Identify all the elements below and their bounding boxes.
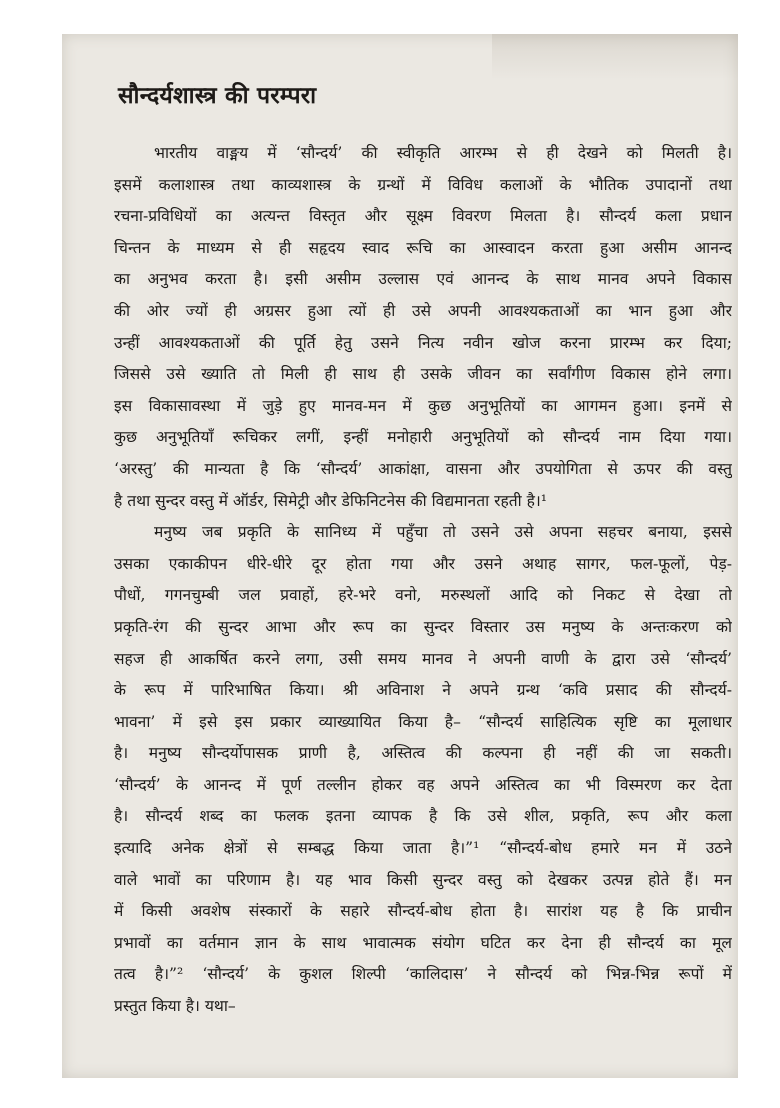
text-line: भावना’ में इसे इस प्रकार व्याख्यायित किया है– “सौन्दर्य साहित्यिक सृष्टि का मूलाधार [114, 712, 732, 731]
text-line: का अनुभव करता है। इसी असीम उल्लास एवं आनन्द के साथ मानव अपने विकास [114, 270, 732, 289]
text-line: तत्व है।”² ‘सौन्दर्य’ के कुशल शिल्पी ‘कालिदास’ ने सौन्दर्य को भिन्न-भिन्न रूपों में [114, 965, 732, 984]
book-page [62, 34, 738, 1078]
text-line: की ओर ज्यों ही अग्रसर हुआ त्यों ही उसे अपनी आवश्यकताओं का भान हुआ और [114, 301, 732, 320]
text-line: जिससे उसे ख्याति तो मिली ही साथ ही उसके जीवन का सर्वांगीण विकास होने लगा। [114, 365, 732, 384]
paragraph-1 [114, 138, 732, 517]
text-line: कुछ अनुभूतियाँ रूचिकर लगीं, इन्हीं मनोहारी अनुभूतियों को सौन्दर्य नाम दिया गया। [114, 428, 732, 447]
text-line: चिन्तन के माध्यम से ही सहृदय स्वाद रूचि का आस्वादन करता हुआ असीम आनन्द [114, 238, 732, 257]
text-line: रचना-प्रविधियों का अत्यन्त विस्तृत और सूक्ष्म विवरण मिलता है। सौन्दर्य कला प्रधान [114, 207, 732, 226]
text-line: उसका एकाकीपन धीरे-धीरे दूर होता गया और उसने अथाह सागर, फल-फूलों, पेड़- [114, 554, 732, 573]
text-line: इसमें कलाशास्त्र तथा काव्यशास्त्र के ग्रन्थों में विविध कलाओं के भौतिक उपादानों तथा [114, 175, 732, 194]
page-body [114, 138, 732, 1023]
text-line: इस विकासावस्था में जुड़े हुए मानव-मन में कुछ अनुभूतियों का आगमन हुआ। इनमें से [114, 396, 732, 415]
text-line: प्रकृति-रंग की सुन्दर आभा और रूप का सुन्दर विस्तार उस मनुष्य के अन्तःकरण को [114, 617, 732, 636]
text-line: प्रभावों का वर्तमान ज्ञान के साथ भावात्मक संयोग घटित कर देना ही सौन्दर्य का मूल [114, 933, 732, 952]
text-line: इत्यादि अनेक क्षेत्रों से सम्बद्ध किया जाता है।”¹ “सौन्दर्य-बोध हमारे मन में उठने [114, 839, 732, 858]
text-line: पौधों, गगनचुम्बी जल प्रवाहों, हरे-भरे वनो, मरुस्थलों आदि को निकट से देखा तो [114, 586, 732, 605]
text-line: है। मनुष्य सौन्दर्योपासक प्राणी है, अस्तित्व की कल्पना ही नहीं की जा सकती। [114, 744, 732, 763]
text-line: में किसी अवशेष संस्कारों के सहारे सौन्दर्य-बोध होता है। सारांश यह है कि प्राचीन [114, 902, 732, 921]
text-line: उन्हीं आवश्यकताओं की पूर्ति हेतु उसने नित्य नवीन खोज करना प्रारम्भ कर दिया; [114, 333, 732, 352]
text-line: भारतीय वाङ्मय में ‘सौन्दर्य’ की स्वीकृति आरम्भ से ही देखने को मिलती है। [154, 144, 732, 162]
text-line: है। सौन्दर्य शब्द का फलक इतना व्यापक है कि उसे शील, प्रकृति, रूप और कला [114, 807, 732, 826]
text-line: के रूप में पारिभाषित किया। श्री अविनाश ने अपने ग्रन्थ ‘कवि प्रसाद की सौन्दर्य- [114, 681, 732, 700]
text-line: प्रस्तुत किया है। यथा– [114, 997, 236, 1016]
text-line: ‘सौन्दर्य’ के आनन्द में पूर्ण तल्लीन होकर वह अपने अस्तित्व का भी विस्मरण कर देता [114, 775, 732, 794]
chapter-heading: सौन्दर्यशास्त्र की परम्परा [118, 82, 317, 109]
text-line: है तथा सुन्दर वस्तु में ऑर्डर, सिमेट्री और डेफिनिटनेस की विद्यमानता रहती है।¹ [114, 491, 548, 510]
text-line: ‘अरस्तु’ की मान्यता है कि ‘सौन्दर्य’ आकांक्षा, वासना और उपयोगिता से ऊपर की वस्तु [114, 459, 732, 478]
text-line: वाले भावों का परिणाम है। यह भाव किसी सुन्दर वस्तु को देखकर उत्पन्न होते हैं। मन [114, 870, 732, 889]
show-through-shadow [492, 34, 738, 80]
text-line: मनुष्य जब प्रकृति के सानिध्य में पहुँचा तो उसने उसे अपना सहचर बनाया, इससे [154, 523, 732, 542]
paragraph-2 [114, 517, 732, 1023]
text-line: सहज ही आकर्षित करने लगा, उसी समय मानव ने अपनी वाणी के द्वारा उसे ‘सौन्दर्य’ [114, 649, 732, 668]
